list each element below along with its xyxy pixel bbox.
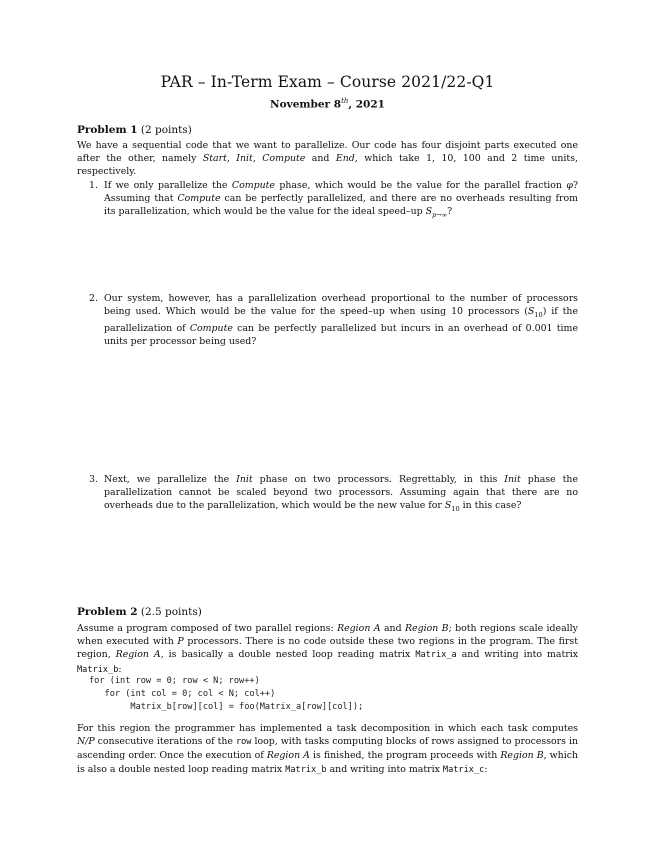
question-3-text: Next, we parallelize the Init phase on two processors. Regrettably, in this Init phase the parallelization cannot be scaled beyond two processors. Assuming again that there are no overheads due to the parallelization, which would be the new value for $S_{10}$ in this case? xyxy=(104,474,578,514)
problem1-intro: We have a sequential code that we want to parallelize. Our code has four disjoint parts executed one after the other, namely Start, Init, Compute and End, which take 1, 10, 100 and 2 time units, respectively. xyxy=(77,140,578,178)
question-1-text: If we only parallelize the Compute phase, which would be the value for the parallel fraction φ? Assuming that Compute can be perfectly parallelized, and there are no overheads resulting from its parallelization, which would be the value for the ideal speed–up $S_{p\to\infty}$? xyxy=(104,180,578,220)
code-line: for (int row = 0; row < N; row++) xyxy=(89,676,260,686)
code-line: for (int col = 0; col < N; col++) xyxy=(89,689,276,700)
code-block xyxy=(89,675,363,715)
question-2-number: 2. xyxy=(89,293,98,304)
exam-title: PAR – In-Term Exam – Course 2021/22-Q1 xyxy=(160,73,495,91)
problem2-heading: Problem 2 (2.5 points) xyxy=(77,606,202,618)
exam-date: November 8th, 2021 xyxy=(270,97,385,111)
question-3-number: 3. xyxy=(89,474,98,485)
code-line: Matrix_b[row][col] = foo(Matrix_a[row][col]); xyxy=(89,702,364,713)
problem2-description: For this region the programmer has implemented a task decomposition in which each task computes N/P consecutive iterations of the row loop, with tasks computing blocks of rows assigned to processors in ascending order. Once the execution of Region A is finished, the program proceeds with Region B, which is also a double nested loop reading matrix Matrix_b and writing into matrix Matrix_c: xyxy=(77,723,579,775)
question-2-text: Our system, however, has a parallelization overhead proportional to the number of processors being used. Which would be the value for the speed–up when using 10 processors $(S_{10})$ if the parallelization of Compute can be perfectly parallelized but incurs in an overhead of 0.001 time units per processor being used? xyxy=(104,293,578,348)
question-1-number: 1. xyxy=(89,180,98,191)
problem1-heading: Problem 1 (2 points) xyxy=(77,124,192,136)
problem2-intro: Assume a program composed of two parallel regions: Region A and Region B; both regions scale ideally when executed with P processors. There is no code outside these two regions in the program. The first region, Region A, is basically a double nested loop reading matrix Matrix_a and writing into matrix Matrix_b: xyxy=(77,623,579,675)
